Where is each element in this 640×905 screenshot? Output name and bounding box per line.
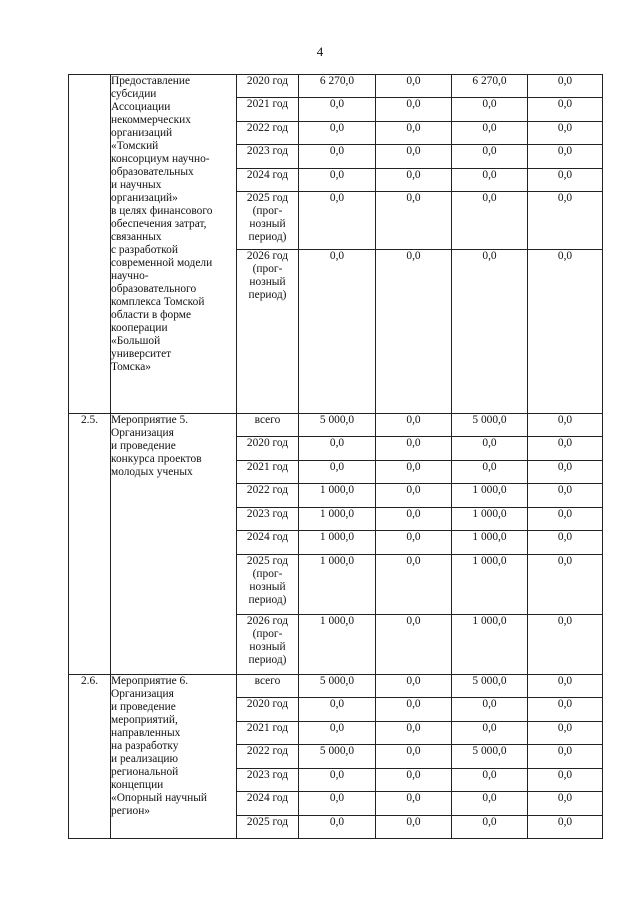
value-cell-col1: 1 000,0 bbox=[299, 531, 376, 555]
value-cell-col2: 0,0 bbox=[376, 508, 452, 531]
value-cell-col4: 0,0 bbox=[528, 722, 603, 745]
description-line: региональной bbox=[111, 766, 179, 778]
year-line: (прог- bbox=[252, 263, 283, 275]
year-line: (прог- bbox=[252, 205, 283, 217]
year-line: 2024 год bbox=[246, 531, 289, 543]
year-cell bbox=[237, 414, 299, 437]
year-line: всего bbox=[254, 414, 281, 426]
value-cell-col1: 1 000,0 bbox=[299, 615, 376, 675]
value-cell-col1: 5 000,0 bbox=[299, 414, 376, 437]
value-cell-col4: 0,0 bbox=[528, 414, 603, 437]
value-cell-col4: 0,0 bbox=[528, 792, 603, 816]
year-line: (прог- bbox=[252, 568, 283, 580]
description-line: образовательного bbox=[111, 283, 197, 295]
description-line: консорциум научно- bbox=[111, 153, 210, 165]
value-cell-col2: 0,0 bbox=[376, 250, 452, 414]
value-cell-col4: 0,0 bbox=[528, 816, 603, 839]
description-line: Организация bbox=[111, 688, 174, 700]
value-cell-col4: 0,0 bbox=[528, 461, 603, 484]
year-cell bbox=[237, 745, 299, 769]
year-line: 2023 год bbox=[246, 145, 289, 157]
value-cell-col1: 0,0 bbox=[299, 250, 376, 414]
value-cell-col2: 0,0 bbox=[376, 414, 452, 437]
value-cell-col3: 0,0 bbox=[452, 698, 528, 722]
year-line: 2020 год bbox=[246, 698, 289, 710]
description-line: кооперации bbox=[111, 322, 168, 334]
value-cell-col4: 0,0 bbox=[528, 169, 603, 192]
year-cell bbox=[237, 75, 299, 98]
year-line: 2026 год bbox=[246, 250, 289, 262]
description-line: Мероприятие 5. bbox=[111, 414, 189, 426]
value-cell-col2: 0,0 bbox=[376, 461, 452, 484]
value-cell-col2: 0,0 bbox=[376, 615, 452, 675]
year-cell bbox=[237, 250, 299, 414]
description-line: субсидии bbox=[111, 88, 157, 100]
description-line: и реализацию bbox=[111, 753, 179, 765]
description-line: регион» bbox=[111, 805, 151, 817]
year-line: 2021 год bbox=[246, 722, 289, 734]
value-cell-col4: 0,0 bbox=[528, 508, 603, 531]
year-line: нозный bbox=[249, 641, 286, 653]
value-cell-col1: 0,0 bbox=[299, 145, 376, 169]
description-line: комплекса Томской bbox=[111, 296, 205, 308]
value-cell-col3: 0,0 bbox=[452, 437, 528, 461]
description-line: организаций bbox=[111, 127, 173, 139]
value-cell-col2: 0,0 bbox=[376, 122, 452, 145]
year-line: 2024 год bbox=[246, 169, 289, 181]
budget-table bbox=[68, 74, 603, 839]
page-number: 4 bbox=[316, 44, 324, 59]
description-line: мероприятий, bbox=[111, 714, 178, 726]
value-cell-col1: 0,0 bbox=[299, 722, 376, 745]
value-cell-col3: 0,0 bbox=[452, 461, 528, 484]
value-cell-col3: 0,0 bbox=[452, 169, 528, 192]
year-line: 2020 год bbox=[246, 75, 289, 87]
section-number: 2.6. bbox=[69, 675, 111, 839]
description-line: «Большой bbox=[111, 335, 161, 347]
year-cell bbox=[237, 698, 299, 722]
section-number: 2.5. bbox=[69, 414, 111, 675]
year-cell bbox=[237, 816, 299, 839]
description-line: связанных bbox=[111, 231, 162, 243]
value-cell-col2: 0,0 bbox=[376, 192, 452, 250]
value-cell-col3: 1 000,0 bbox=[452, 555, 528, 615]
value-cell-col4: 0,0 bbox=[528, 98, 603, 122]
value-cell-col4: 0,0 bbox=[528, 192, 603, 250]
year-line: (прог- bbox=[252, 628, 283, 640]
year-cell bbox=[237, 555, 299, 615]
value-cell-col4: 0,0 bbox=[528, 745, 603, 769]
value-cell-col2: 0,0 bbox=[376, 816, 452, 839]
value-cell-col4: 0,0 bbox=[528, 555, 603, 615]
description-line: Ассоциации bbox=[111, 101, 171, 113]
year-cell bbox=[237, 484, 299, 508]
description-line: на разработку bbox=[111, 740, 179, 752]
value-cell-col2: 0,0 bbox=[376, 169, 452, 192]
description-line: и проведение bbox=[111, 440, 176, 452]
value-cell-col3: 0,0 bbox=[452, 769, 528, 792]
year-cell bbox=[237, 675, 299, 698]
value-cell-col4: 0,0 bbox=[528, 122, 603, 145]
value-cell-col1: 5 000,0 bbox=[299, 745, 376, 769]
value-cell-col4: 0,0 bbox=[528, 75, 603, 98]
value-cell-col2: 0,0 bbox=[376, 484, 452, 508]
value-cell-col4: 0,0 bbox=[528, 615, 603, 675]
year-cell bbox=[237, 531, 299, 555]
value-cell-col3: 0,0 bbox=[452, 722, 528, 745]
year-cell bbox=[237, 769, 299, 792]
description-line: Организация bbox=[111, 427, 174, 439]
value-cell-col2: 0,0 bbox=[376, 675, 452, 698]
value-cell-col4: 0,0 bbox=[528, 675, 603, 698]
description-line: Томска» bbox=[111, 361, 151, 373]
value-cell-col1: 0,0 bbox=[299, 816, 376, 839]
description-line: образовательных bbox=[111, 166, 194, 178]
value-cell-col2: 0,0 bbox=[376, 745, 452, 769]
value-cell-col3: 0,0 bbox=[452, 250, 528, 414]
year-line: 2025 год bbox=[246, 192, 289, 204]
table-row bbox=[69, 414, 603, 437]
value-cell-col3: 0,0 bbox=[452, 122, 528, 145]
year-cell bbox=[237, 122, 299, 145]
value-cell-col1: 0,0 bbox=[299, 792, 376, 816]
year-line: 2022 год bbox=[246, 745, 289, 757]
description-line: «Томский bbox=[111, 140, 159, 152]
value-cell-col1: 0,0 bbox=[299, 698, 376, 722]
value-cell-col2: 0,0 bbox=[376, 769, 452, 792]
value-cell-col3: 1 000,0 bbox=[452, 531, 528, 555]
value-cell-col1: 0,0 bbox=[299, 192, 376, 250]
description-line: и проведение bbox=[111, 701, 176, 713]
year-line: нозный bbox=[249, 581, 286, 593]
value-cell-col1: 0,0 bbox=[299, 437, 376, 461]
value-cell-col1: 1 000,0 bbox=[299, 484, 376, 508]
value-cell-col3: 5 000,0 bbox=[452, 745, 528, 769]
description-line: и научных bbox=[111, 179, 162, 191]
year-line: 2024 год bbox=[246, 792, 289, 804]
description-line: некоммерческих bbox=[111, 114, 191, 126]
value-cell-col2: 0,0 bbox=[376, 792, 452, 816]
year-cell bbox=[237, 508, 299, 531]
year-line: 2025 год bbox=[246, 555, 289, 567]
year-cell bbox=[237, 461, 299, 484]
value-cell-col1: 0,0 bbox=[299, 769, 376, 792]
year-line: период) bbox=[248, 231, 287, 243]
description-line: Предоставление bbox=[111, 75, 191, 87]
year-cell bbox=[237, 615, 299, 675]
description-line: области в форме bbox=[111, 309, 192, 321]
description-line: в целях финансового bbox=[111, 205, 213, 217]
description-line: Мероприятие 6. bbox=[111, 675, 189, 687]
value-cell-col2: 0,0 bbox=[376, 145, 452, 169]
value-cell-col4: 0,0 bbox=[528, 769, 603, 792]
value-cell-col1: 0,0 bbox=[299, 98, 376, 122]
value-cell-col3: 0,0 bbox=[452, 145, 528, 169]
value-cell-col4: 0,0 bbox=[528, 484, 603, 508]
description-line: современной модели bbox=[111, 257, 213, 269]
value-cell-col3: 0,0 bbox=[452, 192, 528, 250]
description-line: организаций» bbox=[111, 192, 178, 204]
table-row bbox=[69, 675, 603, 698]
year-cell bbox=[237, 792, 299, 816]
year-line: 2026 год bbox=[246, 615, 289, 627]
description-line: «Опорный научный bbox=[111, 792, 207, 804]
year-line: всего bbox=[254, 675, 281, 687]
value-cell-col2: 0,0 bbox=[376, 75, 452, 98]
value-cell-col3: 6 270,0 bbox=[452, 75, 528, 98]
year-cell bbox=[237, 169, 299, 192]
value-cell-col1: 1 000,0 bbox=[299, 508, 376, 531]
value-cell-col2: 0,0 bbox=[376, 555, 452, 615]
year-line: 2023 год bbox=[246, 508, 289, 520]
value-cell-col1: 1 000,0 bbox=[299, 555, 376, 615]
value-cell-col1: 6 270,0 bbox=[299, 75, 376, 98]
description-line: научно- bbox=[111, 270, 149, 282]
description-line: направленных bbox=[111, 727, 181, 739]
value-cell-col1: 0,0 bbox=[299, 122, 376, 145]
value-cell-col4: 0,0 bbox=[528, 437, 603, 461]
section-description bbox=[111, 675, 237, 839]
value-cell-col4: 0,0 bbox=[528, 531, 603, 555]
year-line: нозный bbox=[249, 276, 286, 288]
description-line: молодых ученых bbox=[111, 466, 193, 478]
section-number bbox=[69, 75, 111, 414]
description-line: обеспечения затрат, bbox=[111, 218, 207, 230]
year-line: период) bbox=[248, 289, 287, 301]
value-cell-col1: 5 000,0 bbox=[299, 675, 376, 698]
value-cell-col3: 1 000,0 bbox=[452, 508, 528, 531]
value-cell-col2: 0,0 bbox=[376, 437, 452, 461]
year-cell bbox=[237, 98, 299, 122]
value-cell-col1: 0,0 bbox=[299, 461, 376, 484]
value-cell-col2: 0,0 bbox=[376, 722, 452, 745]
value-cell-col1: 0,0 bbox=[299, 169, 376, 192]
year-line: 2023 год bbox=[246, 769, 289, 781]
value-cell-col3: 1 000,0 bbox=[452, 484, 528, 508]
year-cell bbox=[237, 437, 299, 461]
value-cell-col2: 0,0 bbox=[376, 98, 452, 122]
year-cell bbox=[237, 192, 299, 250]
value-cell-col2: 0,0 bbox=[376, 531, 452, 555]
value-cell-col3: 0,0 bbox=[452, 816, 528, 839]
year-line: 2025 год bbox=[246, 816, 289, 828]
year-line: период) bbox=[248, 654, 287, 666]
value-cell-col4: 0,0 bbox=[528, 145, 603, 169]
description-line: конкурса проектов bbox=[111, 453, 202, 465]
table-row bbox=[69, 75, 603, 98]
year-line: 2021 год bbox=[246, 461, 289, 473]
year-line: период) bbox=[248, 594, 287, 606]
year-cell bbox=[237, 145, 299, 169]
value-cell-col3: 0,0 bbox=[452, 98, 528, 122]
description-line: с разработкой bbox=[111, 244, 178, 256]
section-description bbox=[111, 414, 237, 675]
description-line: концепции bbox=[111, 779, 164, 791]
year-line: 2021 год bbox=[246, 98, 289, 110]
description-line: университет bbox=[111, 348, 172, 360]
year-cell bbox=[237, 722, 299, 745]
value-cell-col2: 0,0 bbox=[376, 698, 452, 722]
section-description bbox=[111, 75, 237, 414]
year-line: 2022 год bbox=[246, 122, 289, 134]
year-line: нозный bbox=[249, 218, 286, 230]
value-cell-col3: 1 000,0 bbox=[452, 615, 528, 675]
value-cell-col3: 0,0 bbox=[452, 792, 528, 816]
year-line: 2020 год bbox=[246, 437, 289, 449]
value-cell-col3: 5 000,0 bbox=[452, 675, 528, 698]
value-cell-col3: 5 000,0 bbox=[452, 414, 528, 437]
year-line: 2022 год bbox=[246, 484, 289, 496]
value-cell-col4: 0,0 bbox=[528, 698, 603, 722]
value-cell-col4: 0,0 bbox=[528, 250, 603, 414]
